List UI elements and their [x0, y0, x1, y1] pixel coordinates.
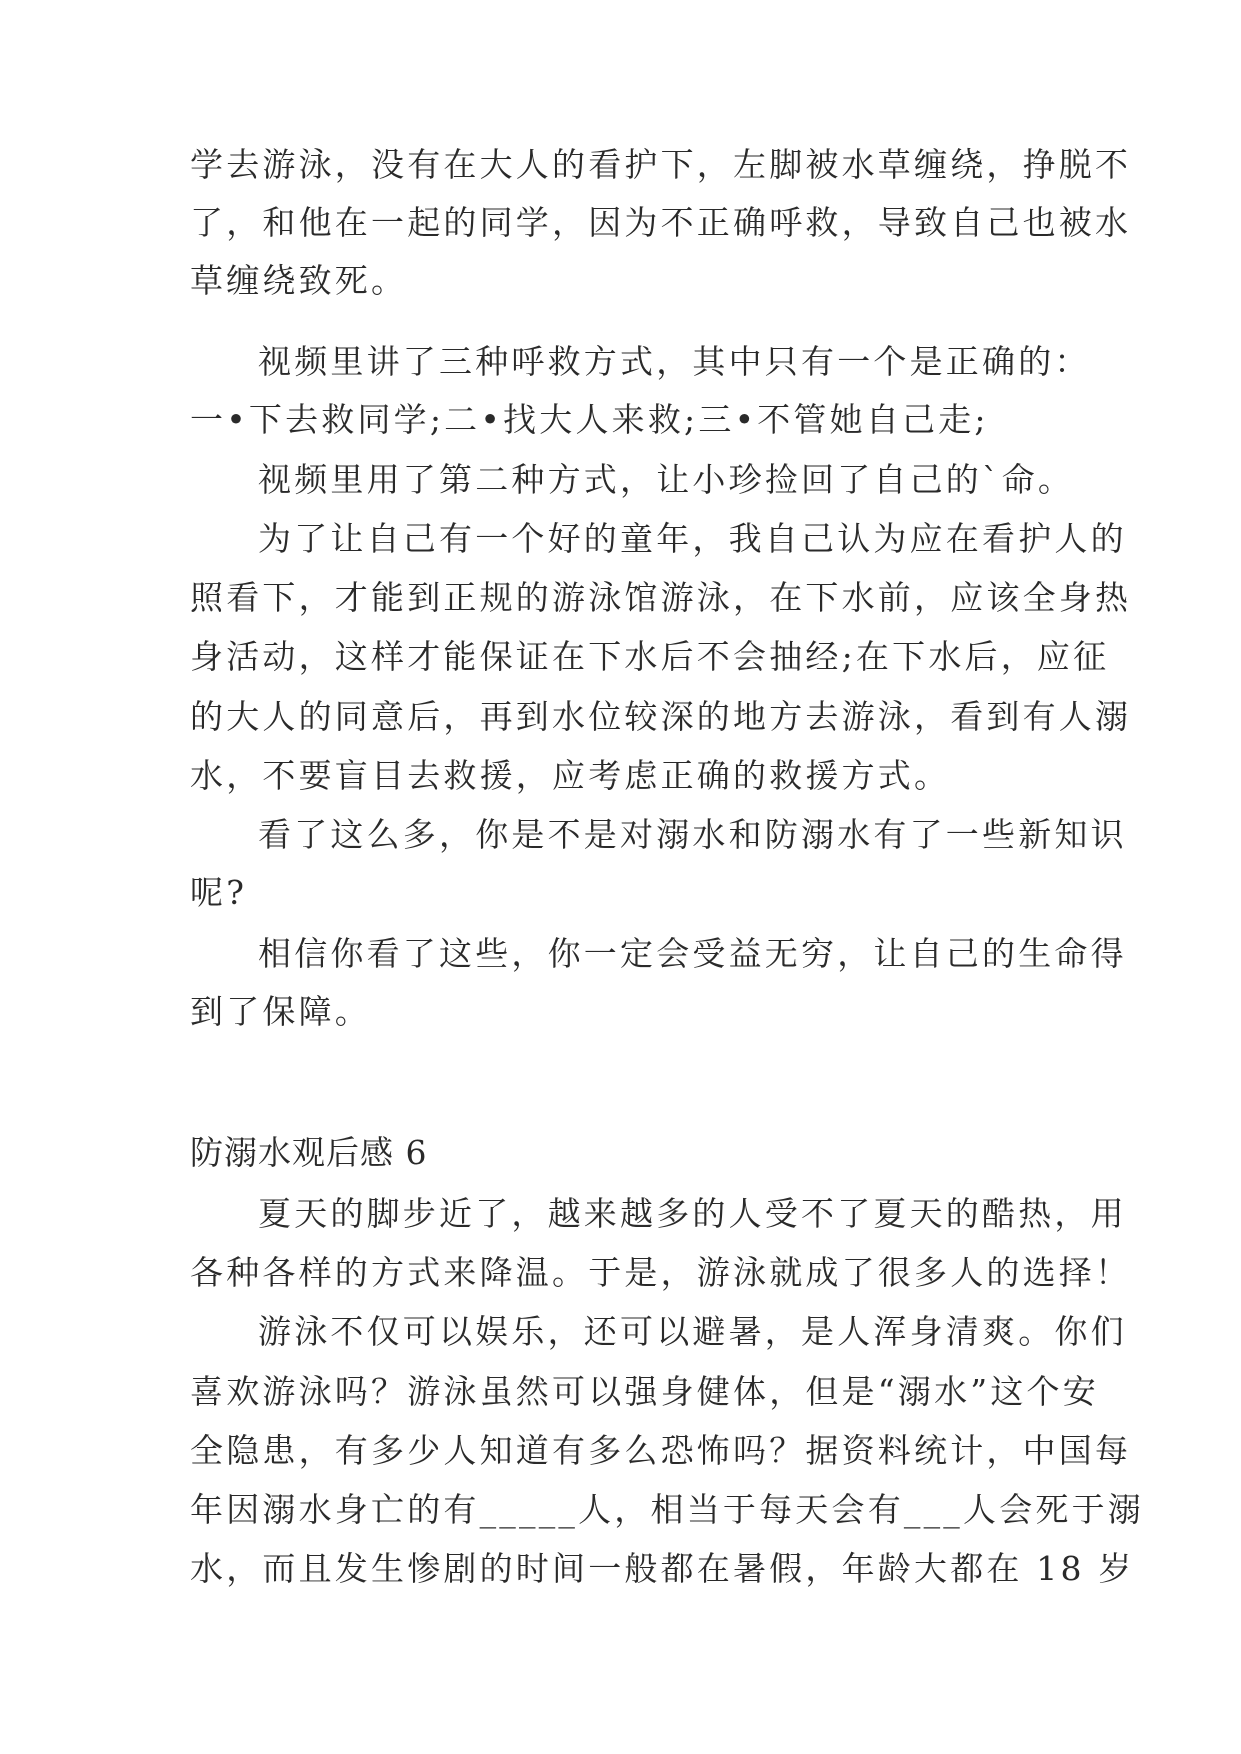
text-line: 年因溺水身亡的有_____人，相当于每天会有___人会死于溺: [190, 1490, 1144, 1529]
text-line: 视频里用了第二种方式，让小珍捡回了自己的`命。: [258, 460, 1075, 499]
text-line: 一•下去救同学;二•找大人来救;三•不管她自己走;: [190, 400, 989, 439]
text-line: 草缠绕致死。: [190, 261, 408, 300]
text-line: 的大人的同意后，再到水位较深的地方去游泳，看到有人溺: [190, 697, 1132, 736]
text-line: 为了让自己有一个好的童年，我自己认为应在看护人的: [258, 519, 1127, 558]
text-line: 夏天的脚步近了，越来越多的人受不了夏天的酷热，用: [258, 1194, 1127, 1233]
text-line: 相信你看了这些，你一定会受益无穷，让自己的生命得: [258, 934, 1127, 973]
text-line: 看了这么多，你是不是对溺水和防溺水有了一些新知识: [258, 815, 1127, 854]
text-line: 全隐患，有多少人知道有多么恐怖吗？据资料统计，中国每: [190, 1431, 1132, 1470]
text-line: 水，不要盲目去救援，应考虑正确的救援方式。: [190, 756, 951, 795]
text-line: 呢?: [190, 873, 248, 912]
text-line: 到了保障。: [190, 992, 371, 1031]
text-line: 水，而且发生惨剧的时间一般都在暑假，年龄大都在 18 岁: [190, 1549, 1135, 1588]
text-line: 照看下，才能到正规的游泳馆游泳，在下水前，应该全身热: [190, 578, 1132, 617]
text-line: 游泳不仅可以娱乐，还可以避暑，是人浑身清爽。你们: [258, 1312, 1127, 1351]
text-line: 学去游泳，没有在大人的看护下，左脚被水草缠绕，挣脱不: [190, 145, 1132, 184]
text-line: 喜欢游泳吗？游泳虽然可以强身健体，但是“溺水”这个安: [190, 1372, 1099, 1411]
text-line: 了，和他在一起的同学，因为不正确呼救，导致自己也被水: [190, 203, 1132, 242]
text-line: 身活动，这样才能保证在下水后不会抽经;在下水后，应征: [190, 637, 1110, 676]
section-heading: 防溺水观后感 6: [190, 1133, 428, 1172]
text-line: 视频里讲了三种呼救方式，其中只有一个是正确的：: [258, 342, 1091, 381]
text-line: 各种各样的方式来降温。于是，游泳就成了很多人的选择！: [190, 1253, 1132, 1292]
